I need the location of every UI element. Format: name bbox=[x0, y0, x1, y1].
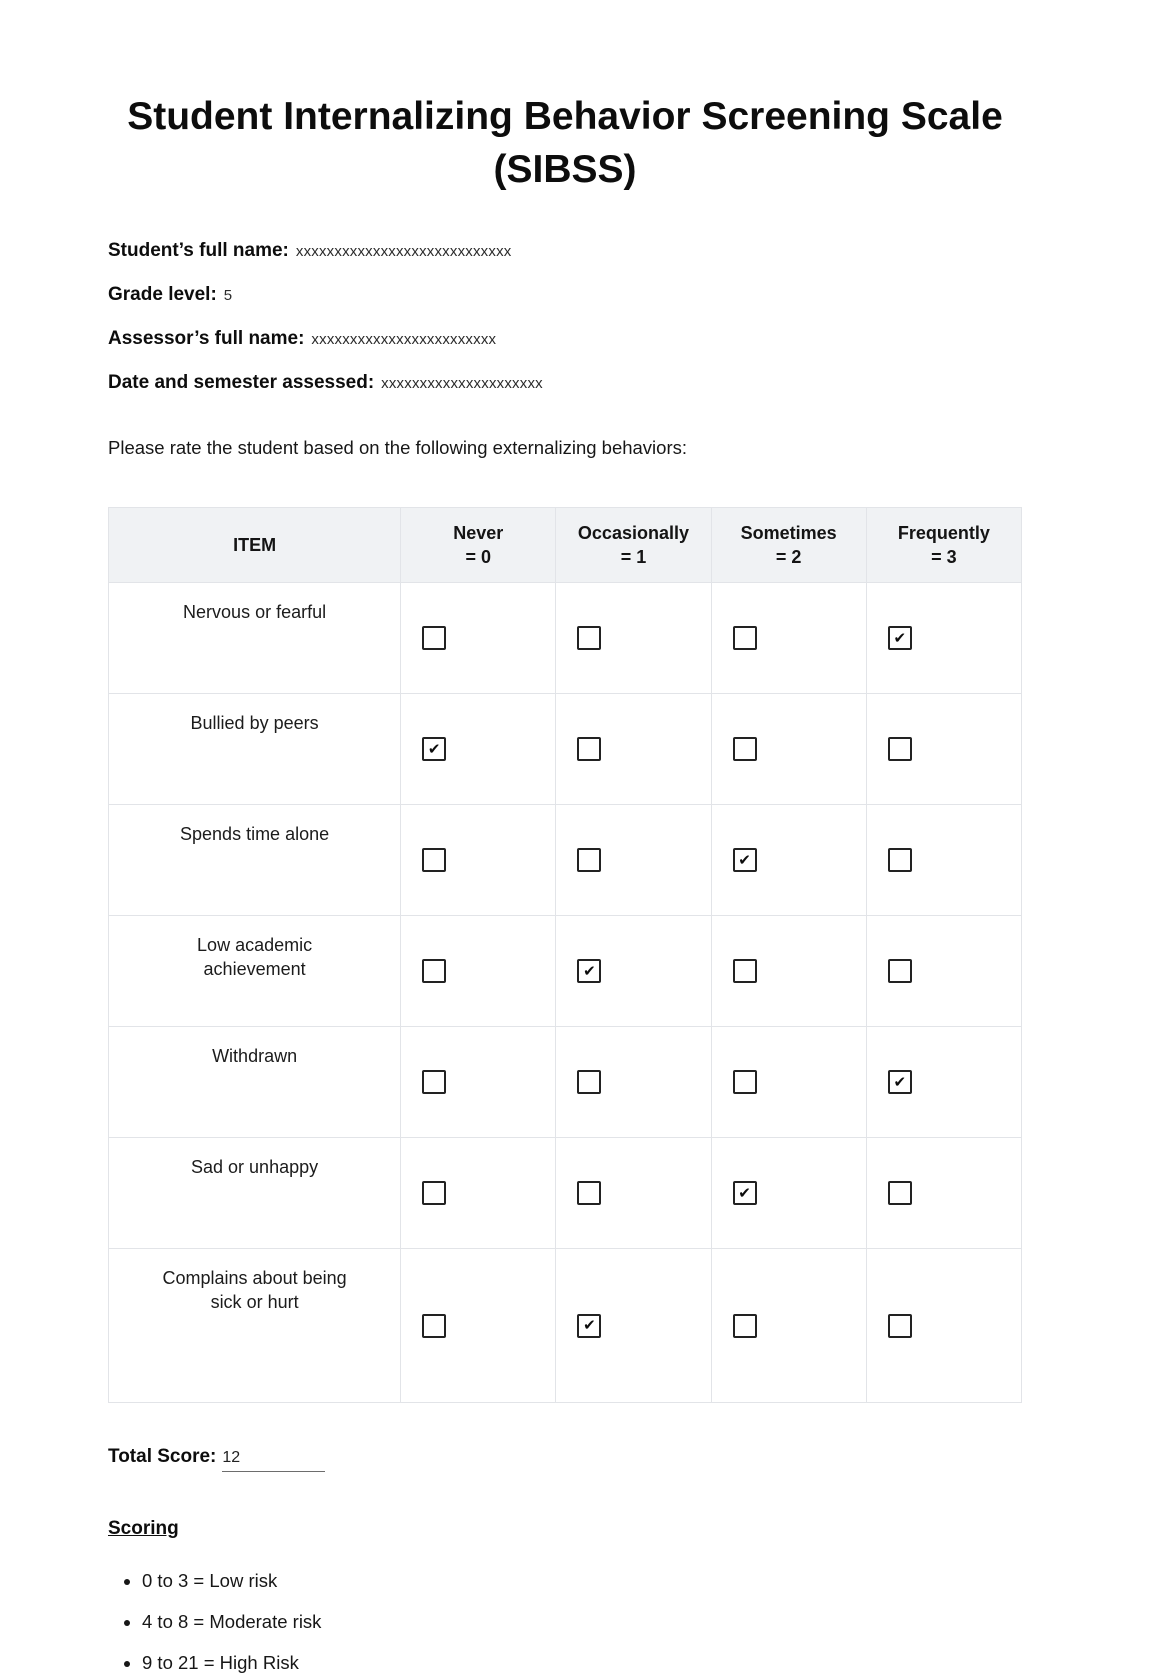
date-semester-value[interactable]: xxxxxxxxxxxxxxxxxxxxx bbox=[381, 375, 543, 392]
rating-checkbox[interactable] bbox=[888, 959, 912, 983]
rating-checkbox[interactable] bbox=[733, 1070, 757, 1094]
rating-checkbox[interactable] bbox=[733, 1314, 757, 1338]
scoring-list bbox=[108, 1569, 1022, 1674]
rating-checkbox[interactable] bbox=[888, 1070, 912, 1094]
check-icon: ✔ bbox=[427, 740, 441, 758]
item-label: Nervous or fearful bbox=[109, 583, 401, 694]
check-icon: ✔ bbox=[583, 962, 596, 980]
rating-checkbox[interactable] bbox=[733, 737, 757, 761]
grade-level-value[interactable]: 5 bbox=[223, 287, 233, 304]
col-header-item: ITEM bbox=[109, 508, 401, 583]
item-label: Sad or unhappy bbox=[109, 1138, 401, 1249]
field-row-grade-level bbox=[108, 284, 1022, 307]
student-name-value[interactable]: xxxxxxxxxxxxxxxxxxxxxxxxxxxx bbox=[295, 243, 512, 260]
rating-checkbox[interactable] bbox=[422, 1314, 446, 1338]
rating-checkbox[interactable] bbox=[577, 737, 601, 761]
rating-checkbox[interactable] bbox=[733, 959, 757, 983]
rating-checkbox[interactable] bbox=[888, 737, 912, 761]
table-row bbox=[109, 805, 1022, 916]
instruction-text: Please rate the student based on the following externalizing behaviors: bbox=[108, 437, 688, 458]
rating-checkbox[interactable] bbox=[733, 626, 757, 650]
rating-checkbox[interactable] bbox=[733, 848, 757, 872]
assessor-name-value[interactable]: xxxxxxxxxxxxxxxxxxxxxxxx bbox=[311, 331, 497, 348]
table-row bbox=[109, 916, 1022, 1027]
check-icon: ✔ bbox=[738, 1184, 751, 1202]
check-icon: ✔ bbox=[893, 629, 907, 647]
rating-checkbox[interactable] bbox=[888, 848, 912, 872]
col-header-occasionally: Occasionally = 1 bbox=[556, 508, 711, 583]
table-row bbox=[109, 694, 1022, 805]
field-label: Student’s full name: bbox=[108, 240, 289, 261]
rating-checkbox[interactable] bbox=[422, 959, 446, 983]
rating-table bbox=[108, 507, 1022, 1403]
item-label: Bullied by peers bbox=[109, 694, 401, 805]
table-row bbox=[109, 1138, 1022, 1249]
rating-checkbox[interactable] bbox=[422, 626, 446, 650]
check-icon: ✔ bbox=[738, 851, 751, 869]
rating-checkbox[interactable] bbox=[577, 1070, 601, 1094]
col-header-frequently: Frequently = 3 bbox=[866, 508, 1021, 583]
scoring-heading: Scoring bbox=[108, 1518, 179, 1539]
field-label: Date and semester assessed: bbox=[108, 372, 375, 393]
rating-checkbox[interactable] bbox=[577, 848, 601, 872]
item-label: Low academic achievement bbox=[109, 916, 401, 1027]
page-title: Student Internalizing Behavior Screening Scale (SIBSS) bbox=[127, 95, 1003, 191]
item-label: Spends time alone bbox=[109, 805, 401, 916]
field-label: Assessor’s full name: bbox=[108, 328, 305, 349]
form-fields bbox=[108, 240, 1022, 395]
rating-checkbox[interactable] bbox=[733, 1181, 757, 1205]
rating-checkbox[interactable] bbox=[422, 737, 446, 761]
item-label: Complains about being sick or hurt bbox=[109, 1249, 401, 1403]
field-label: Grade level: bbox=[108, 284, 217, 305]
field-row-date-semester bbox=[108, 372, 1022, 395]
field-row-assessor-name bbox=[108, 328, 1022, 351]
rating-checkbox[interactable] bbox=[577, 1181, 601, 1205]
rating-checkbox[interactable] bbox=[888, 626, 912, 650]
scoring-item: • 0 to 3 = Low risk bbox=[142, 1569, 1022, 1592]
rating-checkbox[interactable] bbox=[577, 1314, 601, 1338]
scoring-item: • 9 to 21 = High Risk bbox=[142, 1651, 1022, 1674]
table-row bbox=[109, 1249, 1022, 1403]
rating-checkbox[interactable] bbox=[422, 1070, 446, 1094]
total-score-value[interactable]: 12 bbox=[222, 1446, 325, 1472]
rating-checkbox[interactable] bbox=[577, 959, 601, 983]
item-label: Withdrawn bbox=[109, 1027, 401, 1138]
rating-checkbox[interactable] bbox=[422, 1181, 446, 1205]
total-score-row bbox=[108, 1445, 1022, 1472]
scoring-section bbox=[108, 1518, 1022, 1674]
check-icon: ✔ bbox=[893, 1073, 907, 1091]
header-row bbox=[109, 508, 1022, 583]
rating-checkbox[interactable] bbox=[888, 1314, 912, 1338]
col-header-never: Never = 0 bbox=[401, 508, 556, 583]
scoring-item: • 4 to 8 = Moderate risk bbox=[142, 1610, 1022, 1633]
rating-checkbox[interactable] bbox=[422, 848, 446, 872]
table-row bbox=[109, 583, 1022, 694]
col-header-sometimes: Sometimes = 2 bbox=[711, 508, 866, 583]
table-row bbox=[109, 1027, 1022, 1138]
field-row-student-name bbox=[108, 240, 1022, 263]
total-score-label: Total Score: bbox=[108, 1446, 217, 1467]
rating-checkbox[interactable] bbox=[577, 626, 601, 650]
check-icon: ✔ bbox=[583, 1317, 596, 1334]
rating-checkbox[interactable] bbox=[888, 1181, 912, 1205]
